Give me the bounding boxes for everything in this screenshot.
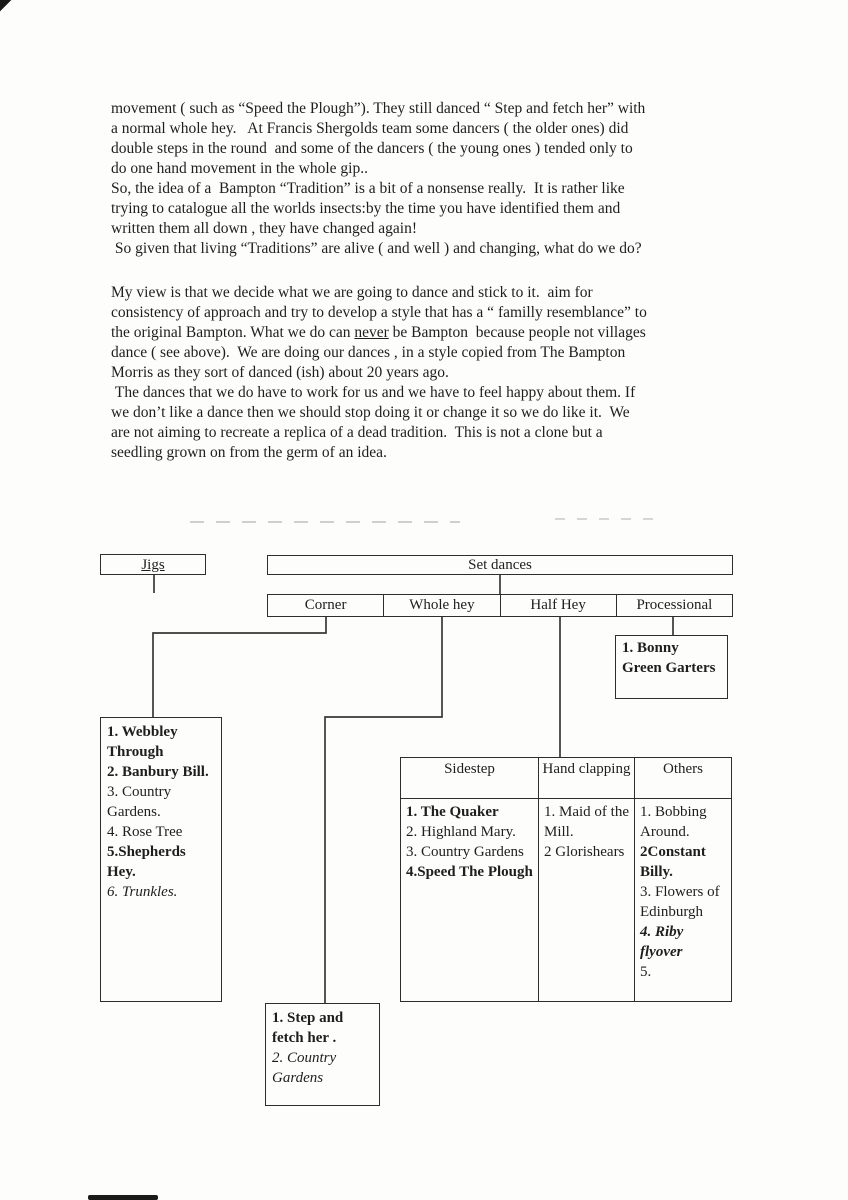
list-item: 2 Glorishears [544,844,625,860]
list-item: 1. Bonny Green Garters [622,640,716,676]
jigs-label: Jigs [141,556,165,573]
text-line: do one hand movement in the whole gip.. [111,160,368,177]
text-line: seedling grown on from the germ of an idea. [111,444,387,461]
category-whole-hey: Whole hey [383,595,499,616]
column-header: Hand clapping [539,758,634,799]
list-item: 4. Riby flyover [640,924,688,960]
table-column-others [634,758,731,1001]
category-half-hey: Half Hey [500,595,616,616]
list-item: 4. Rose Tree [107,824,183,840]
connector-corner-to-list [153,616,326,717]
paragraph-1 [111,99,756,259]
text-line-with-underline [111,323,756,343]
list-item: 1. Maid of the Mill. [544,804,633,840]
text-line: So given that living “Traditions” are alive ( and well ) and changing, what do we do? [111,240,642,257]
half-hey-table [400,757,732,1002]
list-item: 2. Banbury Bill. [107,764,209,780]
list-item: 6. Trunkles. [107,884,178,900]
list-item: 1. The Quaker [406,804,499,820]
list-item: 5.Shepherds Hey. [107,844,190,880]
jigs-box [100,554,206,575]
text-line: Morris as they sort of danced (ish) about 20 years ago. [111,364,449,381]
text-line: we don’t like a dance then we should stop doing it or change it so we do like it. We [111,404,630,421]
list-item: 2. Country Gardens [272,1050,340,1086]
list-item: 3. Country Gardens [406,844,524,860]
column-items [401,799,538,885]
column-items [635,799,731,985]
column-items [539,799,634,865]
list-item: 5. [640,964,652,980]
processional-list-box [615,635,728,699]
list-item: 1. Webbley Through [107,724,182,760]
category-corner: Corner [304,597,347,613]
text-line: My view is that we decide what we are going to dance and stick to it. aim for [111,284,593,301]
list-item: 2Constant Billy. [640,844,710,880]
set-dances-box [267,555,733,575]
table-column-hand-clapping [538,758,634,1001]
text-line: are not aiming to recreate a replica of a dead tradition. This is not a clone but a [111,424,603,441]
set-dances-label: Set dances [468,557,532,573]
text-line: a normal whole hey. At Francis Shergolds team some dancers ( the older ones) did [111,120,629,137]
list-item: 1. Bobbing Around. [640,804,710,840]
text-line: consistency of approach and try to develop a style that has a “ familly resemblance” to [111,304,647,321]
text-line: written them all down , they have changed again! [111,220,418,237]
text-line: movement ( such as “Speed the Plough”). They still danced “ Step and fetch her” with [111,100,646,117]
scan-artifact-bottom [88,1195,158,1200]
text-segment: be Bampton because people not villages [388,324,646,341]
category-row [267,594,733,617]
list-item: 2. Highland Mary. [406,824,516,840]
column-header: Others [635,758,731,799]
paragraph-2 [111,283,756,463]
whole-hey-list-box [265,1003,380,1106]
underlined-word: never [354,324,389,341]
category-processional: Processional [616,595,732,616]
scan-artifact-smudge [555,518,665,520]
list-item: 1. Step and fetch her . [272,1010,348,1046]
table-column-sidestep [401,758,538,1001]
corner-list-box [100,717,222,1002]
scan-artifact-corner [0,0,11,11]
text-line: The dances that we do have to work for us and we have to feel happy about them. If [111,384,636,401]
text-line: So, the idea of a Bampton “Tradition” is a bit of a nonsense really. It is rather like [111,180,625,197]
text-line: trying to catalogue all the worlds insects:by the time you have identified them and [111,200,621,217]
text-segment: the original Bampton. What we do can [111,324,355,341]
column-header: Sidestep [401,758,538,799]
list-item: 4.Speed The Plough [406,864,533,880]
text-line: double steps in the round and some of the dancers ( the young ones ) tended only to [111,140,633,157]
scan-artifact-smudge [190,521,460,523]
text-line: dance ( see above). We are doing our dances , in a style copied from The Bampton [111,344,626,361]
list-item: 3. Flowers of Edinburgh [640,884,724,920]
list-item: 3. Country Gardens. [107,784,175,820]
